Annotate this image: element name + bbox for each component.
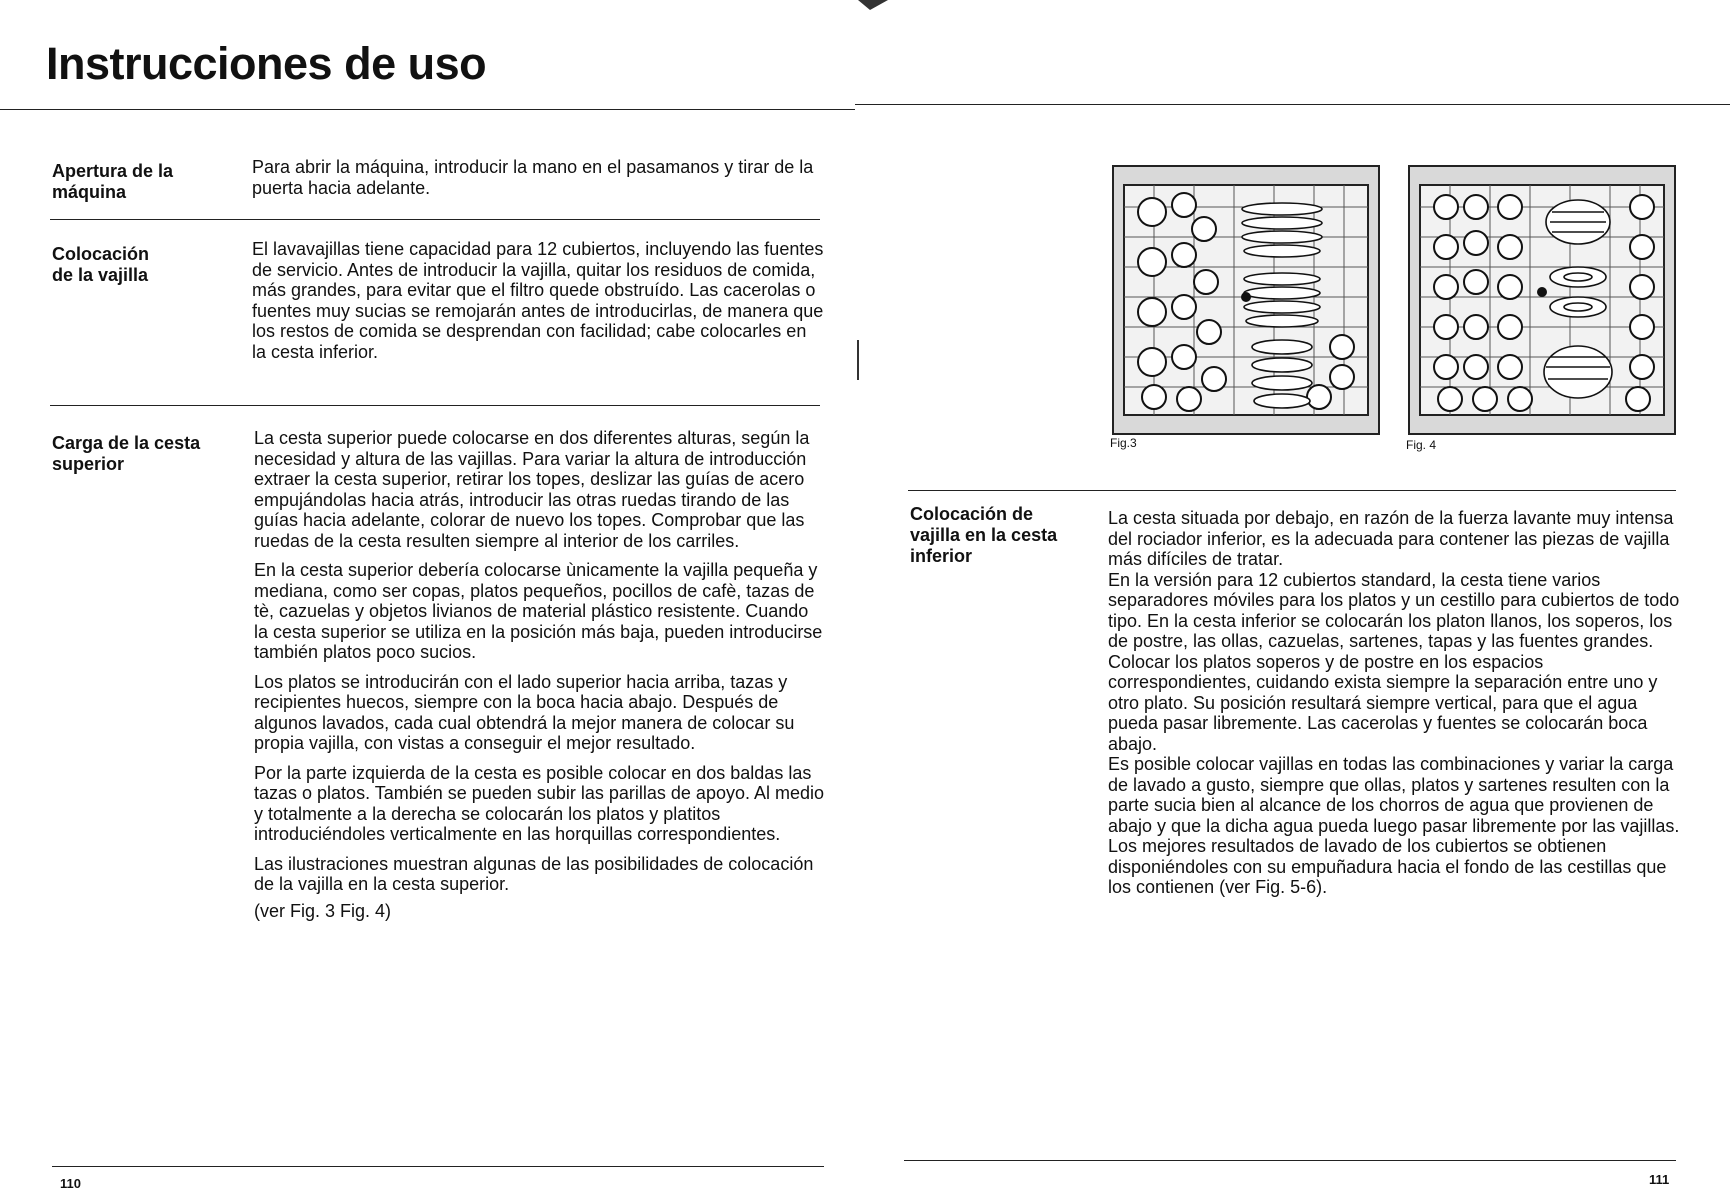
paragraph: Colocar los platos soperos y de postre en los espacios correspondientes, cuidando exista siempre la separación entre uno y otro plato. Su posición resultará siempre vertical, para que el agua pueda pasar libremente. Las cacerolas y fuentes se colocarán boca abajo.: [1108, 651, 1658, 754]
heading-line: superior: [52, 454, 125, 474]
header-rule-left: [0, 109, 855, 110]
section-rule: [50, 405, 820, 406]
paragraph: Los mejores resultados de lavado de los cubiertos se obtienen disponiéndoles con su empuñadura hacia el fondo de las cestillas que los contienen (ver Fig. 5-6).: [1108, 836, 1667, 897]
section-rule-right: [908, 490, 1676, 491]
paragraph: El lavavajillas tiene capacidad para 12 cubiertos, incluyendo las fuentes de servicio. Antes de introducir la vajilla, quitar los residuos de comida, más grandes, para evitar que el filtro quede obstruído. Las cacerolas o fuentes muy sucias se remojarán antes de introducirlas, de manera que los restos de comida se desprendan con facilidad; cabe colocarles en la cesta inferior.: [252, 239, 824, 362]
paragraph: En la cesta superior debería colocarse ùnicamente la vajilla pequeña y mediana, como ser copas, platos pequeños, pocillos de cafè, tazas de tè, cazuelas y objetos livianos de material plástico resistente. Cuando la cesta superior se utiliza en la posición más baja, pueden introducirse también platos poco sucios.: [254, 560, 823, 662]
section-heading-cesta-inferior: [910, 504, 1110, 567]
section-heading-carga-superior: [52, 433, 232, 475]
binding-mark: [858, 0, 888, 10]
binding-mark-mid: [857, 340, 859, 380]
section-rule: [50, 219, 820, 220]
section-body-colocacion: [252, 239, 824, 362]
heading-line: máquina: [52, 182, 127, 202]
heading-line: Apertura de la: [52, 161, 174, 181]
page-title: Instrucciones de uso: [46, 38, 487, 89]
heading-line: Colocación de: [910, 504, 1034, 524]
paragraph: Las ilustraciones muestran algunas de las posibilidades de colocación de la vajilla en la cesta superior.: [254, 853, 814, 894]
heading-line: Colocación: [52, 244, 150, 264]
figure-3-upper-basket: [1112, 165, 1380, 435]
heading-line: inferior: [910, 546, 973, 566]
figure-reference: (ver Fig. 3 Fig. 4): [254, 900, 392, 921]
paragraph: La cesta superior puede colocarse en dos diferentes alturas, según la necesidad y altura de las vajillas. Para variar la altura de introducción extraer la cesta superior, retirar los topes, deslizar las guías de acero empujándolas hacia atrás, introducir las otras ruedas tirando de las guías hacia adelante, colorar de nuevo los topes. Comprobar que las ruedas de la cesta resulten siempre al interior de los carriles.: [254, 428, 810, 551]
section-body-cesta-inferior: [1108, 508, 1680, 898]
paragraph: Es posible colocar vajillas en todas las combinaciones y variar la carga de lavado a gusto, siempre que ollas, platos y sartenes resulten con la parte sucia bien al alcance de los chorros de agua que provienen de abajo y que la dicha agua pueda luego pasar libremente por las vajillas.: [1108, 754, 1680, 836]
section-body-apertura: [252, 157, 824, 198]
heading-line: vajilla en la cesta: [910, 525, 1058, 545]
footer-rule-left: [52, 1166, 824, 1167]
footer-rule-right: [904, 1160, 1676, 1161]
paragraph: Para abrir la máquina, introducir la mano en el pasamanos y tirar de la puerta hacia adelante.: [252, 157, 814, 198]
paragraph: Por la parte izquierda de la cesta es posible colocar en dos baldas las tazas o platos. También se pueden subir las parillas de apoyo. Al medio y totalmente a la derecha se colocarán los platos y platitos introduciéndoles verticalmente en las horquillas correspondientes.: [254, 762, 825, 844]
figure-3-caption: Fig.3: [1110, 436, 1137, 450]
heading-line: Carga de la cesta: [52, 433, 201, 453]
page-number-left: 110: [60, 1176, 81, 1191]
heading-line: de la vajilla: [52, 265, 149, 285]
paragraph: Los platos se introducirán con el lado superior hacia arriba, tazas y recipientes huecos, siempre con la boca hacia abajo. Después de algunos lavados, cada cual obtendrá la mejor manera de colocar su propia vajilla, con vistas a conseguir el mejor resultado.: [254, 671, 795, 753]
header-rule-right: [855, 104, 1730, 105]
section-heading-apertura: [52, 161, 232, 203]
section-body-carga-superior: [254, 428, 824, 930]
basket-illustration-3: [1114, 167, 1378, 433]
paragraph: En la versión para 12 cubiertos standard, la cesta tiene varios separadores móviles para los platos y un cestillo para cubiertos de todo tipo. En la cesta inferior se colocarán los platon llanos, los soperos, los de postre, las ollas, cazuelas, sartenes, tapas y las fuentes grandes.: [1108, 569, 1680, 651]
basket-illustration-4: [1410, 167, 1674, 433]
figure-4-upper-basket: [1408, 165, 1676, 435]
figure-4-caption: Fig. 4: [1406, 438, 1437, 452]
section-heading-colocacion: [52, 244, 232, 286]
paragraph: La cesta situada por debajo, en razón de la fuerza lavante muy intensa del rociador inferior, es la adecuada para contener las piezas de vajilla más difíciles de tratar.: [1108, 508, 1674, 569]
page-number-right: 111: [1649, 1172, 1670, 1187]
